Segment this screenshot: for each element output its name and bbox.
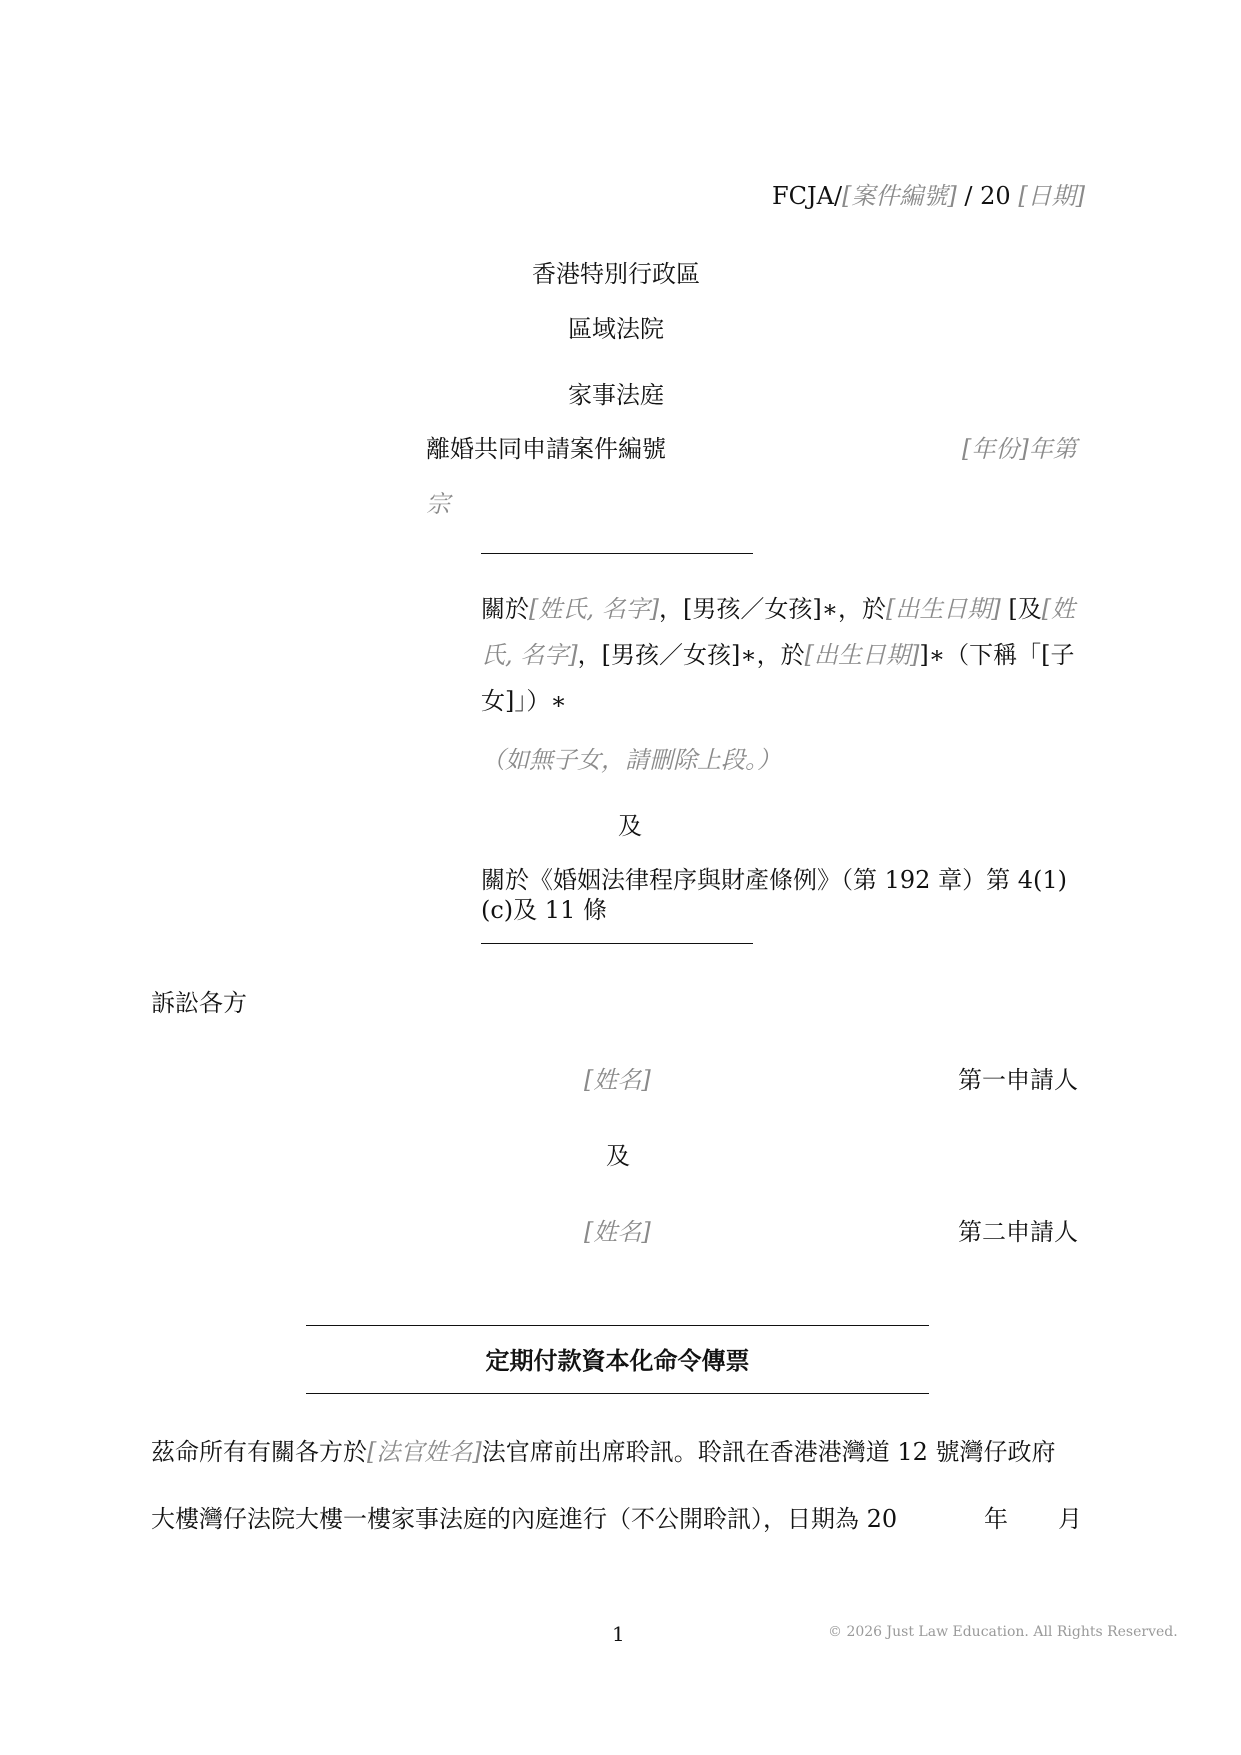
child1-name-placeholder: [姓氏, 名字] <box>529 595 659 623</box>
case-year: [年份]年第 <box>962 435 1077 463</box>
case-number-tail: 宗 <box>426 490 450 518</box>
child1-dob-placeholder: [出生日期] <box>886 595 1001 623</box>
and-connector: 及 <box>618 812 642 840</box>
child2-dob-placeholder: [出生日期] <box>804 641 920 669</box>
year-placeholder: [年份] <box>962 435 1029 463</box>
applicant1-name-placeholder: [姓名] <box>584 1066 651 1094</box>
no-children-note: （如無子女，請刪除上段。） <box>481 746 781 774</box>
copyright-notice: © 2026 Just Law Education. All Rights Reserved. <box>828 1624 1178 1640</box>
document-title: 定期付款資本化命令傳票 <box>485 1346 750 1375</box>
case-reference: FCJA/[案件編號] / 20 [日期] <box>772 182 1086 210</box>
parties-and: 及 <box>606 1142 630 1170</box>
case-number-label: 離婚共同申請案件編號 <box>426 435 666 463</box>
parties-label: 訴訟各方 <box>151 989 247 1017</box>
body-year-word: 年 <box>984 1505 1008 1533</box>
heading-region: 香港特別行政區 <box>532 260 700 288</box>
title-rule-top <box>306 1325 929 1326</box>
applicant1-role: 第一申請人 <box>958 1066 1078 1094</box>
children-paragraph: 關於[姓氏, 名字]，[男孩／女孩]∗，於[出生日期] [及[姓氏, 名字]，[男孩／女孩]∗，於[出生日期]]∗（下稱「[子女]」）∗ <box>481 595 1076 715</box>
page-number: 1 <box>612 1622 625 1646</box>
divider-top <box>481 553 753 554</box>
body-line-2: 大樓灣仔法院大樓一樓家事法庭的內庭進行（不公開聆訊），日期為 20 <box>151 1505 898 1533</box>
applicant2-role: 第二申請人 <box>958 1218 1078 1246</box>
judge-name-placeholder: [法官姓名] <box>367 1438 482 1466</box>
ordinance-reference: 關於《婚姻法律程序與財產條例》（第 192 章）第 4(1)(c)及 11 條 <box>481 866 1067 924</box>
heading-division: 家事法庭 <box>568 381 664 409</box>
date-placeholder: [日期] <box>1018 182 1086 210</box>
body-line-1: 茲命所有有關各方於[法官姓名]法官席前出席聆訊。聆訊在香港港灣道 12 號灣仔政府 <box>151 1438 1056 1466</box>
case-number-placeholder: [案件編號] <box>842 182 957 210</box>
title-rule-bottom <box>306 1393 929 1394</box>
body-month-word: 月 <box>1058 1505 1082 1533</box>
heading-court: 區域法院 <box>568 315 664 343</box>
divider-bottom <box>481 943 753 944</box>
child2-name-placeholder: [姓氏, 名字] <box>481 595 1076 669</box>
applicant2-name-placeholder: [姓名] <box>584 1218 651 1246</box>
